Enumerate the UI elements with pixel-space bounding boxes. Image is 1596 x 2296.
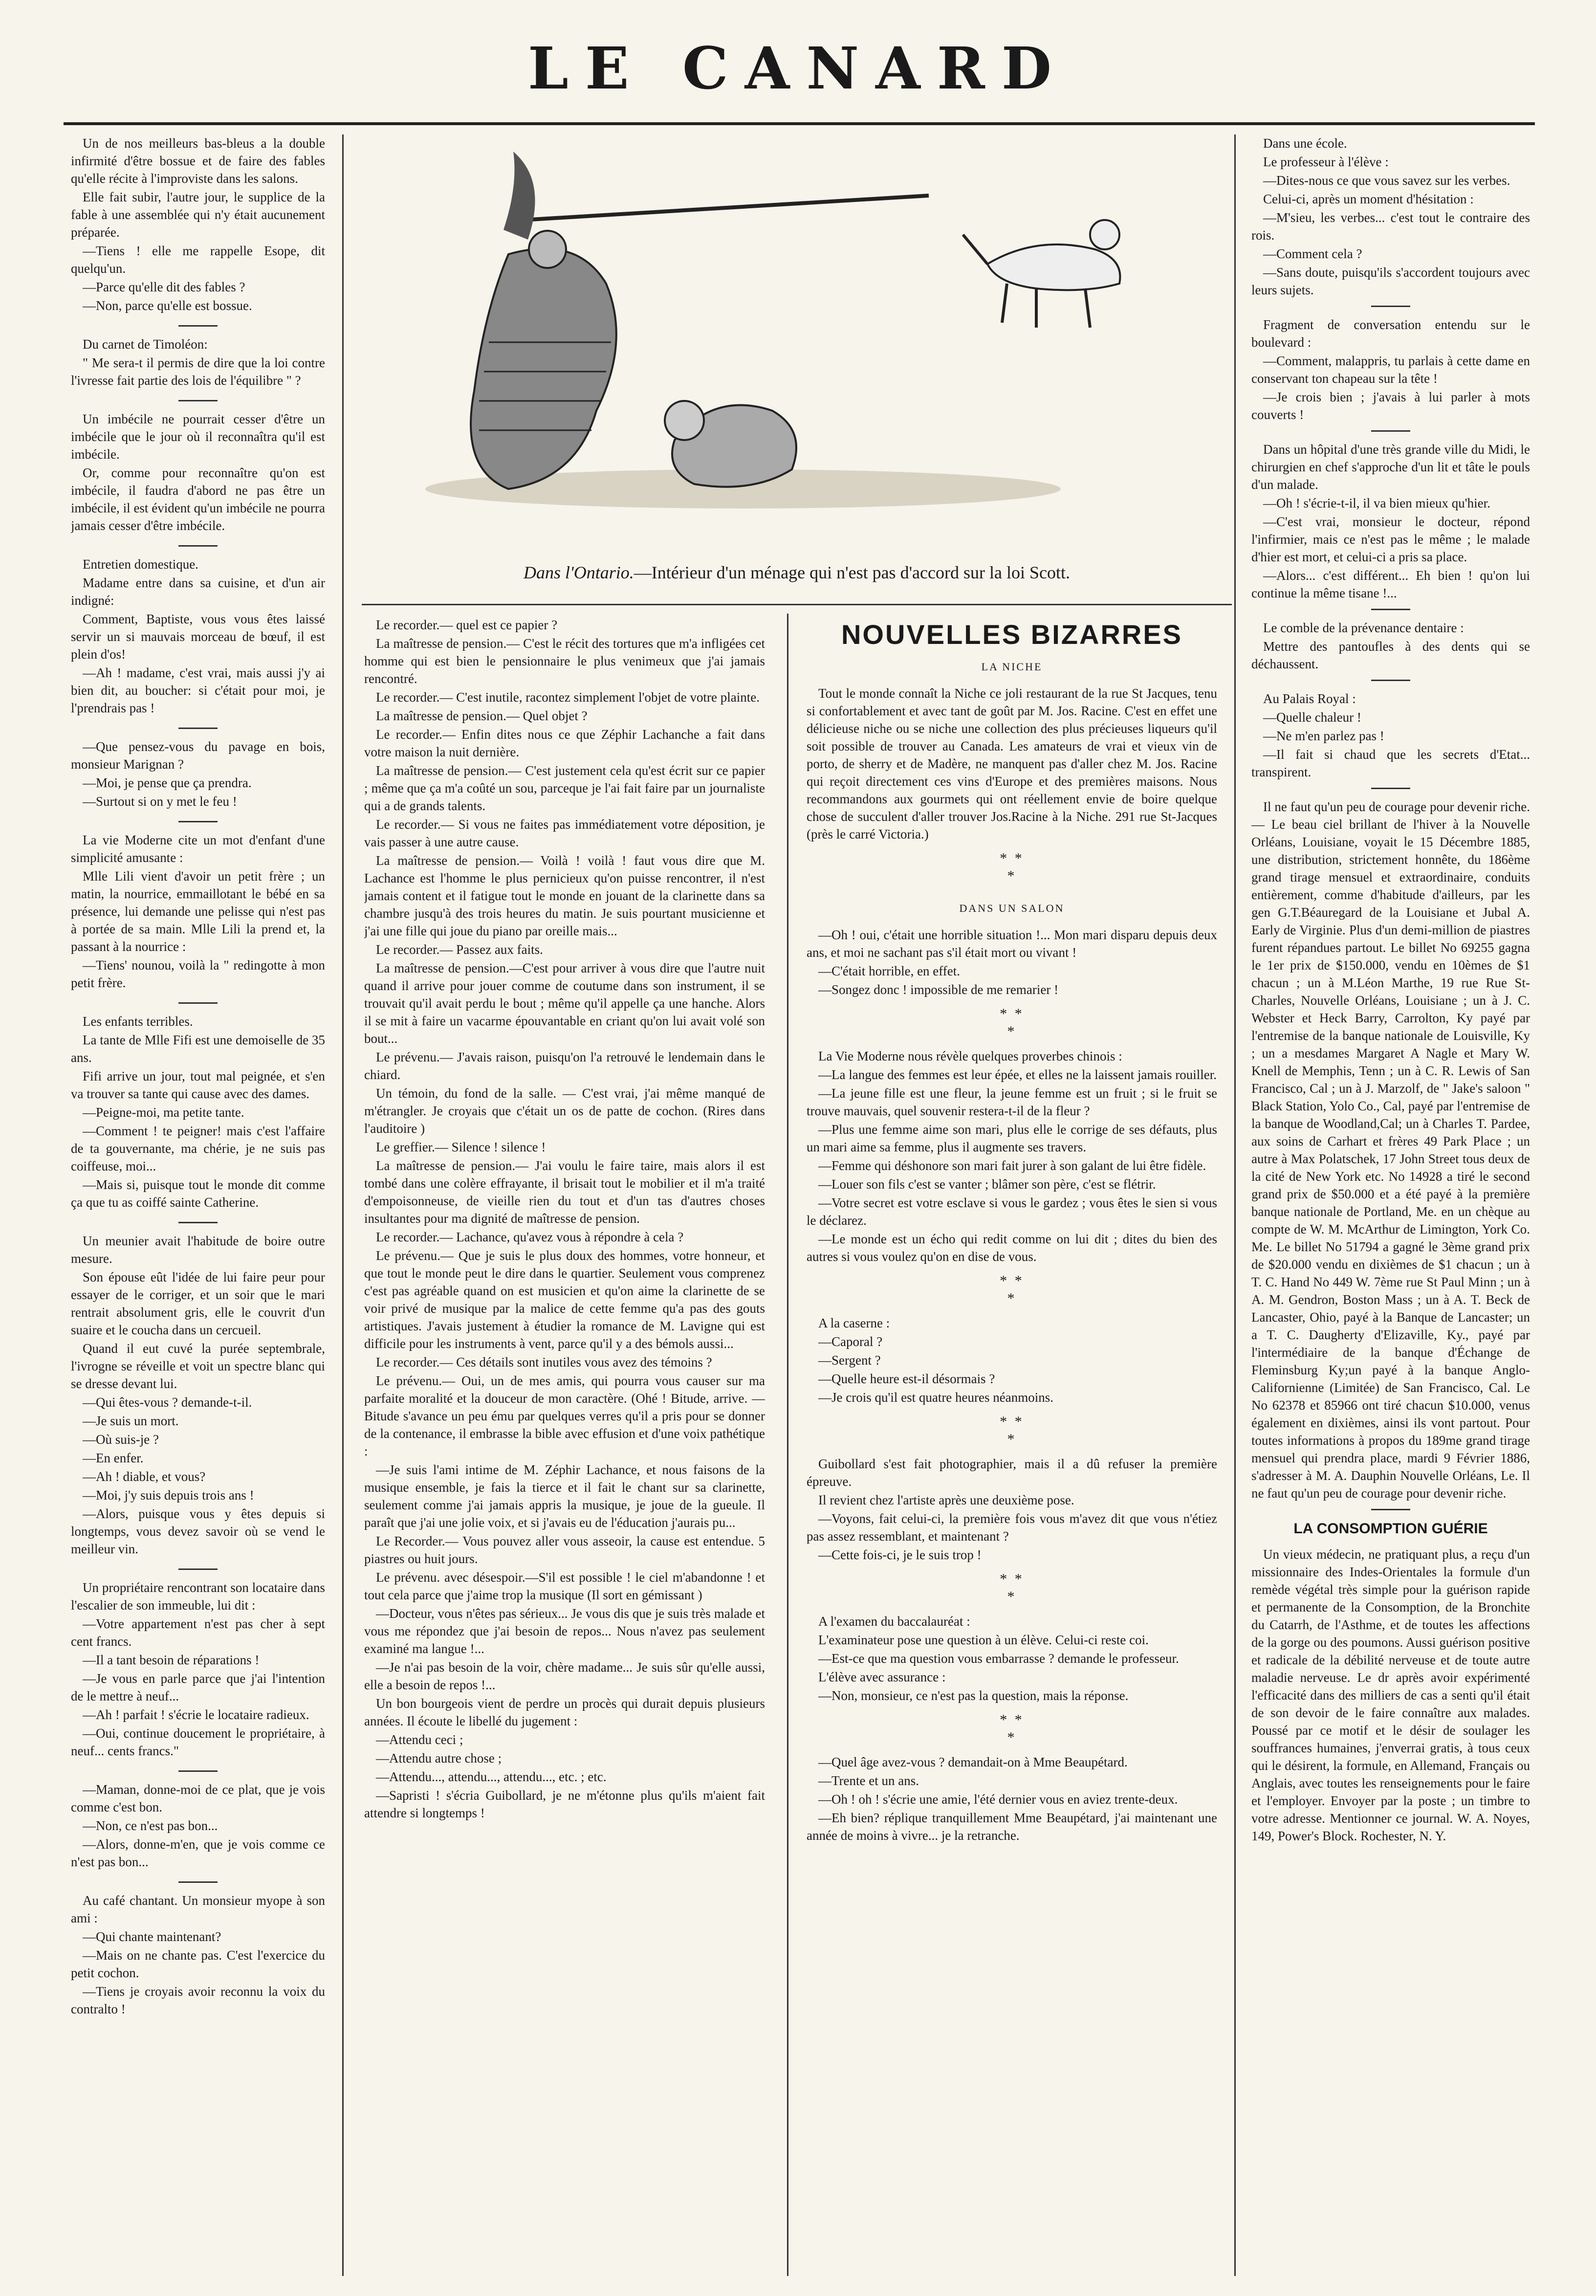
- caserne-line: —Sergent ?: [818, 1353, 881, 1368]
- anecdote-line: —Je vous en parle parce que j'ai l'intention de le mettre à neuf...: [71, 1671, 325, 1703]
- newspaper-title: LE CANARD: [527, 34, 1069, 102]
- separator: [178, 1568, 218, 1570]
- age-line: —Trente et un ans.: [818, 1773, 919, 1788]
- consomption-title: LA CONSOMPTION GUÉRIE: [1293, 1521, 1488, 1537]
- age-line: —Quel âge avez-vous ? demandait-on à Mme Beaupétard.: [818, 1755, 1128, 1769]
- anecdote-line: —Surtout si on y met le feu !: [83, 794, 237, 809]
- anecdote-line: Or, comme pour reconnaître qu'on est imbécile, il faudra d'abord ne pas être un imbécile, il est évident qu'un imbécile ne pourra jamais cesser d'être imbécile.: [71, 465, 325, 533]
- dialogue-line: Un bon bourgeois vient de perdre un procès qui durait depuis plusieurs années. Il écoute le libellé du jugement :: [364, 1696, 765, 1728]
- salon-text: [807, 926, 1217, 998]
- anecdote-line: Entretien domestique.: [83, 557, 198, 572]
- anecdote-line: —Ah ! parfait ! s'écrie le locataire radieux.: [83, 1707, 309, 1722]
- comble-line: Le comble de la prévenance dentaire :: [1263, 620, 1464, 635]
- age-line: —Oh ! oh ! s'écrie une amie, l'été dernier vous en aviez trente-deux.: [818, 1792, 1178, 1807]
- separator: [178, 1770, 218, 1772]
- anecdote-line: —Moi, j'y suis depuis trois ans !: [83, 1488, 254, 1502]
- separator: [178, 728, 218, 729]
- anecdote-item: [71, 1013, 325, 1211]
- caserne-line: —Caporal ?: [818, 1334, 883, 1349]
- left-column: [71, 134, 325, 2276]
- dialogue-line: —Sapristi ! s'écria Guibollard, je ne m'étonne plus qu'ils m'aient fait attendre si longtemps !: [364, 1788, 765, 1820]
- anecdote-line: —Non, ce n'est pas bon...: [83, 1818, 218, 1833]
- anecdote-line: Au café chantant. Un monsieur myope à son ami :: [71, 1893, 325, 1925]
- dialogue-line: Le Recorder.— Vous pouvez aller vous asseoir, la cause est entendue. 5 piastres ou huit jours.: [364, 1534, 765, 1566]
- dialogue-line: Le prévenu. avec désespoir.—S'il est possible ! le ciel m'abandonne ! et tout cela parce que j'aime trop la musique (Il sort en gémissant ): [364, 1570, 765, 1602]
- dialogue-line: Le recorder.— Passez aux faits.: [376, 942, 543, 957]
- anecdote-line: —Tiens' nounou, voilà la " redingotte à mon petit frère.: [71, 958, 325, 990]
- proverbe-line: —Louer son fils c'est se vanter ; blâmer son père, c'est se flétrir.: [818, 1177, 1156, 1192]
- anecdote-item: [71, 1232, 325, 1558]
- anecdote-line: Les enfants terribles.: [83, 1014, 193, 1029]
- anecdote-line: Fifi arrive un jour, tout mal peignée, et s'en va trouver sa tante qui cause avec des dames.: [71, 1069, 325, 1101]
- anecdote-line: Son épouse eût l'idée de lui faire peur pour essayer de le corriger, et un soir que le mari rentrait absolument gris, elle le couvrit d'un suaire et le coucha dans un cercueil.: [71, 1270, 325, 1337]
- anecdote-item: [71, 1579, 325, 1760]
- illustration-rule: [362, 604, 1232, 605]
- hopital-line: —Oh ! s'écrie-t-il, il va bien mieux qu'hier.: [1263, 496, 1490, 510]
- comble-text: [1251, 619, 1530, 673]
- photo-line: Guibollard s'est fait photographier, mais il a dû refuser la première épreuve.: [807, 1457, 1217, 1489]
- anecdote-line: —Je suis un mort.: [83, 1413, 179, 1428]
- separator: [178, 1002, 218, 1004]
- consomption-text: Un vieux médecin, ne pratiquant plus, a reçu d'un missionnaire des Indes-Orientales la formule d'un remède végétal très simple pour la guérison rapide et permanente de la Consomption, de la Bronchite du Catarrh, de l'Asthme, et de toutes les affections de la gorge ou des poumons. Aussi guérison positive et radicale de la débilité nerveuse et de toute autre maladie nerveuse. Le dr après avoir expérimenté l'efficacité dans des milliers de cas a senti qu'il était de son devoir de le faire connaître aux malades. Poussé par ce motif et le désir de soulager les souffrances humaines, j'enverrai gratis, à tous ceux qui le désirent, la formule, en Allemand, Français ou Anglais, avec toutes les renseignements pour le faire et l'employer. Envoyer par la poste ; un timbre to votre adresse. Mentionner ce journal. W. A. Noyes, 149, Power's Block. Rochester, N. Y.: [1251, 1547, 1530, 1843]
- salon-line: —C'était horrible, en effet.: [818, 964, 961, 978]
- palais-text: [1251, 690, 1530, 781]
- boulevard-line: —Je crois bien ; j'avais à lui parler à mots couverts !: [1251, 390, 1530, 422]
- column-divider: [342, 134, 344, 2276]
- caption-text: —Intérieur d'un ménage qui n'est pas d'accord sur la loi Scott.: [634, 563, 1070, 582]
- anecdote-line: —Ah ! diable, et vous?: [83, 1469, 206, 1484]
- dialogue-line: Le prévenu.— J'avais raison, puisqu'on l'a retrouvé le lendemain dans le chiard.: [364, 1050, 765, 1082]
- anecdote-line: —Mais on ne chante pas. C'est l'exercice du petit cochon.: [71, 1948, 325, 1980]
- dialogue-line: —Je n'ai pas besoin de la voir, chère madame... Je suis sûr qu'elle aussi, elle a besoin de repos !...: [364, 1660, 765, 1692]
- caserne-text: [807, 1314, 1217, 1406]
- man-figure: [665, 401, 796, 487]
- nouvelles-column: [807, 616, 1217, 2274]
- dialogue-line: La maîtresse de pension.— J'ai voulu le faire taire, mais alors il est tombé dans une colère effrayante, il brisait tout le mobilier et il m'a traité d'empoisonneuse, de vieille rien du tout et d'un tas d'autres choses insultantes pour ma dignité de maîtresse de pension.: [364, 1158, 765, 1226]
- anecdote-item: [71, 410, 325, 534]
- nouvelles-title: NOUVELLES BIZARRES: [841, 619, 1183, 650]
- stars-divider: * * *: [1000, 1712, 1024, 1745]
- photo-line: —Cette fois-ci, je le suis trop !: [818, 1547, 982, 1562]
- separator: [178, 1222, 218, 1223]
- ecole-line: Le professeur à l'élève :: [1263, 155, 1389, 169]
- anecdote-line: Comment, Baptiste, vous vous êtes laissé servir un si mauvais morceau de bœuf, il est plein d'os!: [71, 612, 325, 662]
- salon-title: DANS UN SALON: [959, 902, 1065, 914]
- anecdote-line: —Il a tant besoin de réparations !: [83, 1653, 260, 1667]
- cartoon-illustration: [401, 137, 1193, 552]
- anecdote-line: —En enfer.: [83, 1451, 144, 1465]
- dialogue-line: Le recorder.— Si vous ne faites pas immédiatement votre déposition, je vais passer à une autre cause.: [364, 817, 765, 849]
- bac-text: [807, 1612, 1217, 1704]
- anecdote-line: —Parce qu'elle dit des fables ?: [83, 280, 245, 294]
- column-divider: [787, 614, 788, 2276]
- anecdote-line: —Maman, donne-moi de ce plat, que je vois comme c'est bon.: [71, 1782, 325, 1814]
- bac-line: A l'examen du baccalauréat :: [818, 1614, 970, 1629]
- separator: [178, 1881, 218, 1883]
- caserne-line: A la caserne :: [818, 1316, 890, 1330]
- photo-line: —Voyons, fait celui-ci, la première fois vous m'avez dit que vous n'étiez pas assez ressemblant, et maintenant ?: [807, 1511, 1217, 1544]
- separator: [1371, 430, 1410, 432]
- hopital-line: —C'est vrai, monsieur le docteur, répond l'infirmier, mais ce n'est pas le même ; le malade d'hier est mort, et celui-ci a pris sa place.: [1251, 514, 1530, 564]
- anecdote-item: [71, 134, 325, 314]
- illustration-caption: [362, 562, 1232, 583]
- proverbes-list: [807, 1066, 1217, 1265]
- separator: [1371, 680, 1410, 681]
- dialogue-line: —Attendu..., attendu..., attendu..., etc. ; etc.: [376, 1769, 607, 1784]
- boulevard-line: —Comment, malappris, tu parlais à cette dame en conservant ton chapeau sur la tête !: [1251, 353, 1530, 386]
- stars-divider: * * *: [1000, 1006, 1024, 1039]
- anecdote-line: —Qui chante maintenant?: [83, 1929, 221, 1944]
- anecdote-item: [71, 1781, 325, 1871]
- masthead: [0, 20, 1596, 117]
- anecdote-item: [71, 831, 325, 992]
- dialogue-line: La maîtresse de pension.— C'est justement cela qu'est écrit sur ce papier ; même que ça m'a coûté un sou, parceque je l'ai fait faire par un journaliste qui a de grands talents.: [364, 763, 765, 813]
- center-left-column: [364, 616, 765, 2274]
- niche-title: LA NICHE: [981, 661, 1043, 673]
- ecole-text: [1251, 134, 1530, 299]
- stars-divider: * * *: [1000, 1571, 1024, 1605]
- anecdote-line: —Comment ! te peigner! mais c'est l'affaire de ta gouvernante, ma chérie, je ne suis pas coiffeuse, moi...: [71, 1124, 325, 1173]
- anecdote-line: —Où suis-je ?: [83, 1432, 159, 1447]
- age-text: [807, 1753, 1217, 1844]
- dialogue-line: —Docteur, vous n'êtes pas sérieux... Je vous dis que je suis très malade et vous me répondez que j'ai besoin de repos... Nous n'avez pas seulement examiné ma langue !...: [364, 1606, 765, 1656]
- proverbe-line: —Plus une femme aime son mari, plus elle le corrige de ses défauts, plus un mari aime sa femme, plus il augmente ses travers.: [807, 1122, 1217, 1154]
- anecdote-line: Quand il eut cuvé la purée septembrale, l'ivrogne se réveille et voit un spectre blanc qui se dresse devant lui.: [71, 1341, 325, 1391]
- dialogue-line: Le prévenu.— Oui, un de mes amis, qui pourra vous causer sur ma parfaite moralité et la douceur de mon caractère. (Ohé ! Bitude, arrive. — Bitude s'avance un peu ému par quelques verres qu'il a pris pour se donner de la contenance, il embrasse la bible avec effusion et d'une voix pathétique :: [364, 1373, 765, 1458]
- bac-line: —Non, monsieur, ce n'est pas la question, mais la réponse.: [818, 1688, 1129, 1703]
- anecdote-line: —Ah ! madame, c'est vrai, mais aussi j'y ai bien dit, au boucher: si c'était pour moi, je l'prendrais pas !: [71, 665, 325, 715]
- ecole-line: —M'sieu, les verbes... c'est tout le contraire des rois.: [1251, 210, 1530, 243]
- proverbes-intro: La Vie Moderne nous révèle quelques proverbes chinois :: [818, 1049, 1122, 1063]
- anecdote-line: —Alors, puisque vous y êtes depuis si longtemps, vous devez savoir où se vend le meilleur vin.: [71, 1506, 325, 1556]
- separator: [178, 325, 218, 327]
- dialogue-line: —Attendu ceci ;: [376, 1732, 463, 1747]
- loterie-text: Il ne faut qu'un peu de courage pour devenir riche.— Le beau ciel brillant de l'hiver à la Nouvelle Orléans, Louisiane, voyait le 15 Décembre 1885, une distribution, strictement honnête, du 186ème grand tirage mensuel et extraordinaire, conduits entièrement, comme d'habitude d'ailleurs, par les gen G.T.Béauregard de la Louisiane et Jubal A. Early de Virginie. Plus d'un demi-million de piastres furent répandues partout. Le billet No 69255 gagna le 1er prix de $150.000, vendu en 10èmes de $1 chacun ; un à M.Léon Marthe, 19 rue Rue St-Charles, Nouvelle Orléans, Louisiane ; un à J. C. Webster et Heck Barry, Carrolton, Ky payé par l'entremise de la banque nationale de Louisville, Ky ; un a mesdames Margaret A Nagle et Mary W. Knell de Memphis, Tenn ; un à C. R. Lewis of San Francisco, Cal ; un à J. Marzolf, de " Jake's saloon " Black Station, Yolo Co., Cal, payé par l'entremise de la banque de Woodland,Cal; un à Charles T. Pardee, aux soins de Carhart et frères 49 Park Place ; un autre à Max Polatschek, 17 John Street tous deux de la cité de New York etc. No 14928 a tiré le second grand prix de $50.000 et a été payé à la première banque nationale de Portland, Me. en un chèque au compte de W. M. McArthur de Limington, York Co. Me. Le billet No 51794 a gagné le 3ème grand prix de $20.000 vendu en dixièmes de $1 chacun ; un à T. C. Hand No 449 W. 7ème rue St Paul Minn ; un à A. M. Gendron, Boston Mass ; un à A. T. Beck de Lancaster, Ohio, payé à la Banque de Lancaster; un a T. C. Daugherty d'Elizaville, Ky., payé par l'intermédiaire de la banque d'Échange de Fleminsburg Ky;un payé à la banque Anglo-Californienne (Limitée) de San Francisco, Cal. Le No 62378 et 85966 ont tiré chacun $10.000, venus également en dixièmes, ainsi ils vont partout. Pour toutes informations à propos du 189me grand tirage mensuel qui prendra place, mardi 9 Février 1886, s'adresser à M. A. Dauphin Nouvelle Orléans, Le. Il ne faut qu'un peu de courage pour devenir riche.: [1251, 799, 1530, 1501]
- niche-text: Tout le monde connaît la Niche ce joli restaurant de la rue St Jacques, tenu si confortablement et avec tant de goût par M. Jos. Racine. C'est en effet une délicieuse niche ou se niche une collection des plus précieuses liqueurs qu'il soit possible de trouver au Canada. Les amateurs de vrai et vieux vin de porto, de sherry et de Madère, ne manquent pas d'aller chez M. Jos. Racine qui reçoit directement ces vins d'Europe et des premières maisons. Nous recommandons aux gourmets qui ont réellement envie de boire quelque chose de succulent d'aller trouver Jos.Racine à la Niche. 291 rue St-Jacques (près le carré Victoria.): [807, 686, 1217, 841]
- anecdote-line: La tante de Mlle Fifi est une demoiselle de 35 ans.: [71, 1033, 325, 1065]
- anecdote-line: La vie Moderne cite un mot d'enfant d'une simplicité amusante :: [71, 833, 325, 865]
- comble-line: Mettre des pantoufles à des dents qui se déchaussent.: [1251, 639, 1530, 671]
- ecole-line: —Dites-nous ce que vous savez sur les verbes.: [1263, 173, 1510, 188]
- caserne-line: —Quelle heure est-il désormais ?: [818, 1371, 995, 1386]
- palais-line: —Quelle chaleur !: [1263, 710, 1361, 725]
- boulevard-text: [1251, 316, 1530, 423]
- anecdote-line: —Que pensez-vous du pavage en bois, monsieur Marignan ?: [71, 739, 325, 772]
- anecdote-item: [71, 555, 325, 717]
- proverbe-line: —La langue des femmes est leur épée, et elles ne la laissent jamais rouiller.: [818, 1067, 1217, 1082]
- anecdote-line: —Votre appartement n'est pas cher à sept cent francs.: [71, 1616, 325, 1649]
- palais-line: —Ne m'en parlez pas !: [1263, 729, 1384, 743]
- stars-divider: * * *: [1000, 850, 1024, 884]
- ecole-line: Celui-ci, après un moment d'hésitation :: [1263, 192, 1474, 206]
- dialogue-line: —Attendu autre chose ;: [376, 1751, 502, 1766]
- anecdote-item: [71, 335, 325, 389]
- separator: [1371, 306, 1410, 307]
- anecdote-line: Elle fait subir, l'autre jour, le supplice de la fable à une assemblée qui n'y était aucunement préparée.: [71, 190, 325, 240]
- separator: [178, 821, 218, 822]
- stars-divider: * * *: [1000, 1273, 1024, 1306]
- dialogue-line: —Je suis l'ami intime de M. Zéphir Lachance, et nous faisons de la musique ensemble, je fais la tierce et il fait le chant sur sa clarinette, seulement comme j'ai jamais appris la musique, je joue de la gueule. Il paraît que j'ai une jolie voix, et si j'avais eu de l'éducation j'aurais pu...: [364, 1462, 765, 1530]
- anecdote-line: Un meunier avait l'habitude de boire outre mesure.: [71, 1234, 325, 1266]
- anecdote-item: [71, 738, 325, 810]
- palais-line: Au Palais Royal :: [1263, 691, 1356, 706]
- dialogue-line: La maîtresse de pension.— C'est le récit des tortures que m'a infligées cet homme qui est bien le pensionnaire le plus venimeux que j'ai jamais rencontré.: [364, 636, 765, 686]
- salon-line: —Songez donc ! impossible de me remarier !: [818, 982, 1059, 997]
- separator: [1371, 609, 1410, 610]
- dialogue-line: Le prévenu.— Que je suis le plus doux des hommes, votre honneur, et que tout le monde peut le dire dans le quartier. Seulement vous comprenez c'est pas agréable quand on est musicien et qu'on aime la clarinette de se voir privé de musique par la malice de cette femme qu'a pas des gouts artistiques. J'avais justement à étudier la romance de M. Lavigne qui est difficile pour les instruments à vent, parce qu'il y a des bémols aussi...: [364, 1248, 765, 1351]
- separator: [1371, 788, 1410, 789]
- palais-line: —Il fait si chaud que les secrets d'Etat... transpirent.: [1251, 747, 1530, 779]
- anecdote-line: —Alors, donne-m'en, que je vois comme ce n'est pas bon...: [71, 1837, 325, 1869]
- anecdote-line: Du carnet de Timoléon:: [83, 337, 208, 352]
- anecdote-line: " Me sera-t il permis de dire que la loi contre l'ivresse fait partie des lois de l'équilibre " ?: [71, 355, 325, 388]
- masthead-rule: [64, 122, 1535, 125]
- caption-place: Dans l'Ontario.: [524, 563, 634, 582]
- proverbe-line: —Le monde est un écho qui redit comme on lui dit ; dites du bien des autres si vous voulez qu'on en dise de vous.: [807, 1232, 1217, 1264]
- ecole-line: —Sans doute, puisqu'ils s'accordent toujours avec leurs sujets.: [1251, 265, 1530, 297]
- salon-line: —Oh ! oui, c'était une horrible situation !... Mon mari disparu depuis deux ans, et moi ne sachant pas s'il était mort ou vivant !: [807, 927, 1217, 960]
- dialogue-line: Un témoin, du fond de la salle. — C'est vrai, j'ai même manqué de m'étrangler. Je croyais que c'était un os de patte de cochon. (Rires dans l'auditoire ): [364, 1086, 765, 1136]
- dialogue-line: La maîtresse de pension.— Quel objet ?: [376, 708, 588, 723]
- caserne-line: —Je crois qu'il est quatre heures néanmoins.: [818, 1390, 1053, 1405]
- dialogue-line: La maîtresse de pension.—C'est pour arriver à vous dire que l'autre nuit quand il arrive pour jouer comme de coutume dans son instrument, il se trouvait qu'il avait perdu le bout ; même qu'il appelle ça une hanche. Alors il se mit à faire un vacarme épouvantable en criant qu'on lui avait volé son bout...: [364, 961, 765, 1046]
- anecdote-line: —Oui, continue doucement le propriétaire, à neuf... cents francs.": [71, 1726, 325, 1758]
- dialogue-line: Le recorder.— Ces détails sont inutiles vous avez des témoins ?: [376, 1355, 712, 1369]
- bac-line: —Est-ce que ma question vous embarrasse ? demande le professeur.: [818, 1651, 1179, 1666]
- anecdote-line: —Moi, je pense que ça prendra.: [83, 775, 252, 790]
- proverbe-line: —Votre secret est votre esclave si vous le gardez ; vous êtes le sien si vous le déclarez.: [807, 1195, 1217, 1228]
- hopital-text: [1251, 441, 1530, 602]
- anecdote-line: —Tiens ! elle me rappelle Esope, dit quelqu'un.: [71, 243, 325, 276]
- anecdote-line: Un propriétaire rencontrant son locataire dans l'escalier de son immeuble, lui dit :: [71, 1580, 325, 1612]
- ecole-line: —Comment cela ?: [1263, 246, 1362, 261]
- hopital-line: Dans un hôpital d'une très grande ville du Midi, le chirurgien en chef s'approche d'un lit et tâte le pouls d'un malade.: [1251, 442, 1530, 492]
- column-divider: [1234, 134, 1236, 2276]
- bac-line: L'élève avec assurance :: [818, 1670, 946, 1684]
- anecdote-line: Un imbécile ne pourrait cesser d'être un imbécile que le jour où il reconnaîtra qu'il est imbécile.: [71, 412, 325, 462]
- anecdote-item: [71, 1892, 325, 2018]
- photo-line: Il revient chez l'artiste après une deuxième pose.: [818, 1493, 1074, 1507]
- anecdote-line: Madame entre dans sa cuisine, et d'un air indigné:: [71, 575, 325, 608]
- dialogue-line: Le recorder.— Enfin dites nous ce que Zéphir Lachanche a fait dans votre maison la nuit dernière.: [364, 727, 765, 759]
- anecdote-line: Mlle Lili vient d'avoir un petit frère ; un matin, la nourrice, emmaillotant le bébé en sa présence, lui demande une pelisse qui n'est pas à portée de sa main. Mlle Lili la prend et, la passant à la nourrice :: [71, 869, 325, 954]
- anecdote-line: —Non, parce qu'elle est bossue.: [83, 298, 252, 313]
- photo-text: [807, 1455, 1217, 1564]
- boulevard-line: Fragment de conversation entendu sur le boulevard :: [1251, 317, 1530, 350]
- stars-divider: * * *: [1000, 1413, 1024, 1447]
- bac-line: L'examinateur pose une question à un élève. Celui-ci reste coi.: [818, 1633, 1149, 1647]
- proverbe-line: —Femme qui déshonore son mari fait jurer à son galant de lui être fidèle.: [818, 1158, 1206, 1173]
- anecdote-line: Un de nos meilleurs bas-bleus a la double infirmité d'être bossue et de faire des fables qu'elle récite à l'improviste dans les salons.: [71, 136, 325, 186]
- right-column: [1251, 134, 1530, 2276]
- dialogue-line: Le recorder.— C'est inutile, racontez simplement l'objet de votre plainte.: [376, 690, 760, 705]
- anecdote-line: —Mais si, puisque tout le monde dit comme ça que tu as coiffé sainte Catherine.: [71, 1177, 325, 1210]
- anecdote-line: —Qui êtes-vous ? demande-t-il.: [83, 1395, 252, 1410]
- dialogue-line: Le recorder.— quel est ce papier ?: [376, 618, 558, 632]
- age-line: —Eh bien? réplique tranquillement Mme Beaupétard, j'ai maintenant une année de moins à vivre... je la retranche.: [807, 1810, 1217, 1843]
- proverbe-line: —La jeune fille est une fleur, la jeune femme est un fruit ; si le fruit se trouve mauvais, quel souvenir restera-t-il de la fleur ?: [807, 1086, 1217, 1118]
- separator: [1371, 1509, 1410, 1510]
- hopital-line: —Alors... c'est différent... Eh bien ! qu'on lui continue la même tisane !...: [1251, 568, 1530, 600]
- anecdote-line: —Peigne-moi, ma petite tante.: [83, 1105, 244, 1120]
- dialogue-line: Le recorder.— Lachance, qu'avez vous à répondre à cela ?: [376, 1230, 684, 1244]
- dialogue-line: Le greffier.— Silence ! silence !: [376, 1140, 546, 1154]
- dialogue-line: La maîtresse de pension.— Voilà ! voilà ! faut vous dire que M. Lachance est l'homme le plus pernicieux qu'on puisse rencontrer, il n'est jamais content et il fatigue tout le monde en jouant de la clarinette dans sa chambre jusqu'à des trois heures du matin. Je suis pourtant musicienne et j'ai une fille qui joue du piano par oreille mais...: [364, 853, 765, 938]
- separator: [178, 545, 218, 547]
- ecole-line: Dans une école.: [1263, 136, 1347, 151]
- anecdote-line: —Tiens je croyais avoir reconnu la voix du contralto !: [71, 1984, 325, 2016]
- separator: [178, 400, 218, 401]
